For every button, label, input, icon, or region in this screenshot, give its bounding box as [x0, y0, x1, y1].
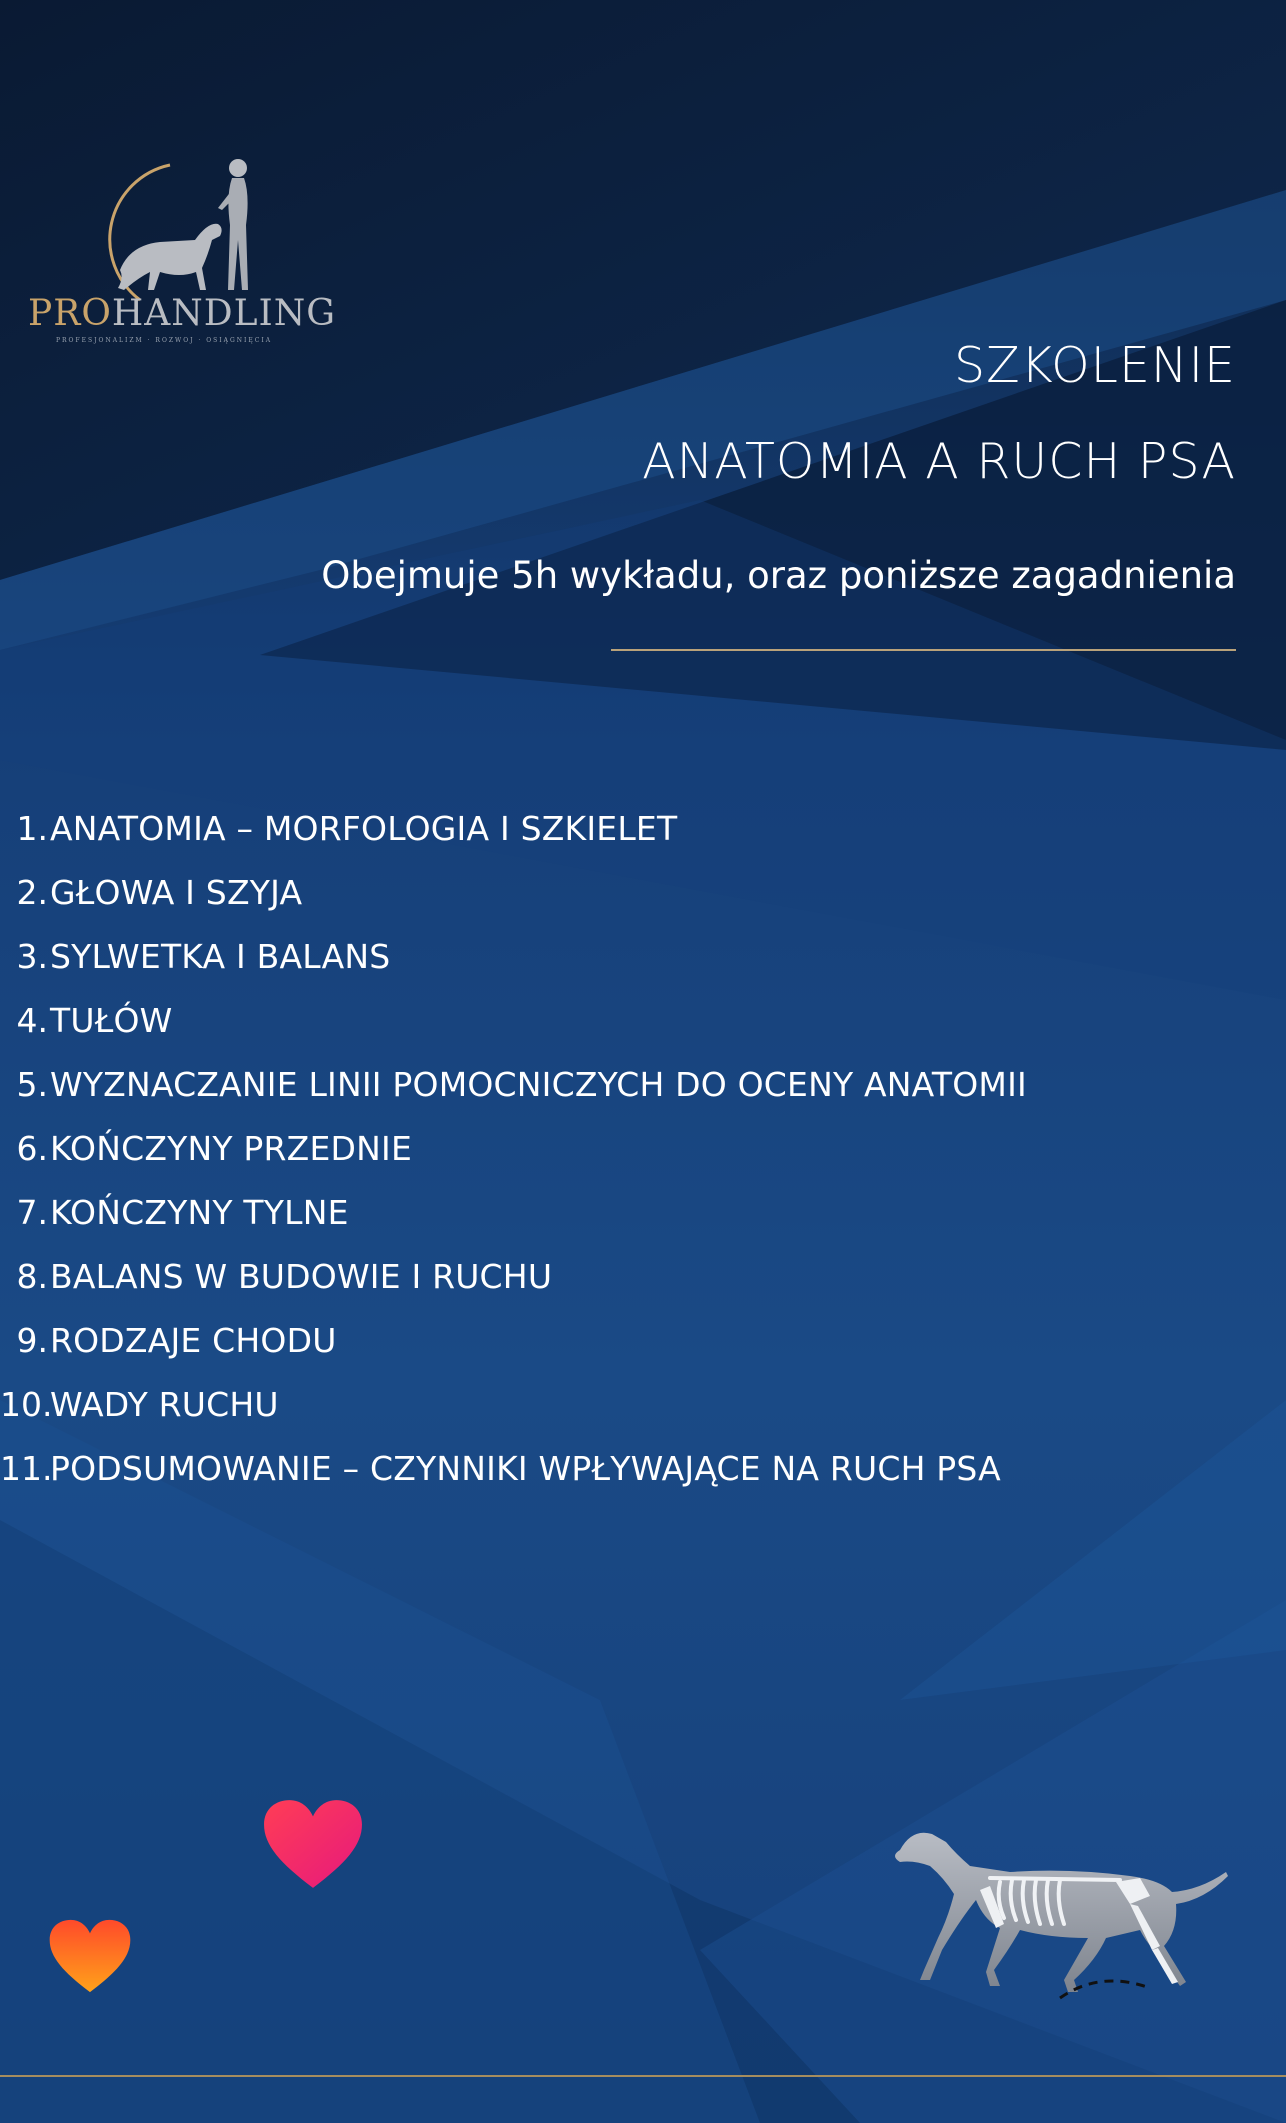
topic-text: KOŃCZYNY TYLNE: [50, 1192, 349, 1232]
topic-number: 5.: [16, 1064, 48, 1104]
topic-text: RODZAJE CHODU: [50, 1320, 337, 1360]
topic-number: 7.: [16, 1192, 48, 1232]
dog-skeleton-illustration: [860, 1820, 1240, 2010]
topic-number: 10.: [0, 1384, 53, 1424]
bottom-divider: [0, 2075, 1286, 2077]
topic-text: KOŃCZYNY PRZEDNIE: [50, 1128, 413, 1168]
topic-item: [0, 1052, 1286, 1116]
topic-list: [0, 796, 1286, 1500]
topic-item: [0, 1244, 1286, 1308]
topic-item: [0, 1308, 1286, 1372]
topic-number: 1.: [16, 808, 48, 848]
topic-item: [0, 1436, 1286, 1500]
subtitle: Obejmuje 5h wykładu, oraz poniższe zagadnienia: [321, 554, 1236, 597]
brand-tagline: PROFESJONALIZM · ROZWÓJ · OSIĄGNIĘCIA: [56, 337, 273, 344]
brand-handling: HANDLING: [111, 293, 336, 334]
topic-number: 3.: [16, 936, 48, 976]
topic-text: GŁOWA I SZYJA: [50, 872, 303, 912]
topic-number: 6.: [16, 1128, 48, 1168]
heart-orange-icon: [48, 1918, 132, 1994]
topic-number: 11.: [0, 1448, 53, 1488]
topic-number: 4.: [16, 1000, 48, 1040]
title-line-1: SZKOLENIE: [953, 337, 1236, 394]
topic-number: 9.: [16, 1320, 48, 1360]
topic-item: [0, 1116, 1286, 1180]
topic-text: WYZNACZANIE LINII POMOCNICZYCH DO OCENY ANATOMII: [50, 1064, 1027, 1104]
brand-name: [28, 293, 336, 334]
title-line-2: ANATOMIA A RUCH PSA: [642, 433, 1236, 490]
topic-text: ANATOMIA – MORFOLOGIA I SZKIELET: [50, 808, 678, 848]
topic-number: 8.: [16, 1256, 48, 1296]
topic-item: [0, 860, 1286, 924]
topic-text: TUŁÓW: [50, 1000, 173, 1040]
topic-item: [0, 988, 1286, 1052]
topic-text: SYLWETKA I BALANS: [50, 936, 391, 976]
page-title: [642, 318, 1236, 510]
brand-pro: PRO: [28, 293, 112, 334]
topic-item: [0, 1180, 1286, 1244]
topic-text: BALANS W BUDOWIE I RUCHU: [50, 1256, 553, 1296]
heart-pink-icon: [262, 1798, 364, 1890]
topic-number: 2.: [16, 872, 48, 912]
topic-text: WADY RUCHU: [50, 1384, 279, 1424]
topic-item: [0, 1372, 1286, 1436]
divider: [611, 649, 1236, 651]
topic-text: PODSUMOWANIE – CZYNNIKI WPŁYWAJĄCE NA RUCH PSA: [50, 1448, 1001, 1488]
topic-item: [0, 924, 1286, 988]
topic-item: [0, 796, 1286, 860]
